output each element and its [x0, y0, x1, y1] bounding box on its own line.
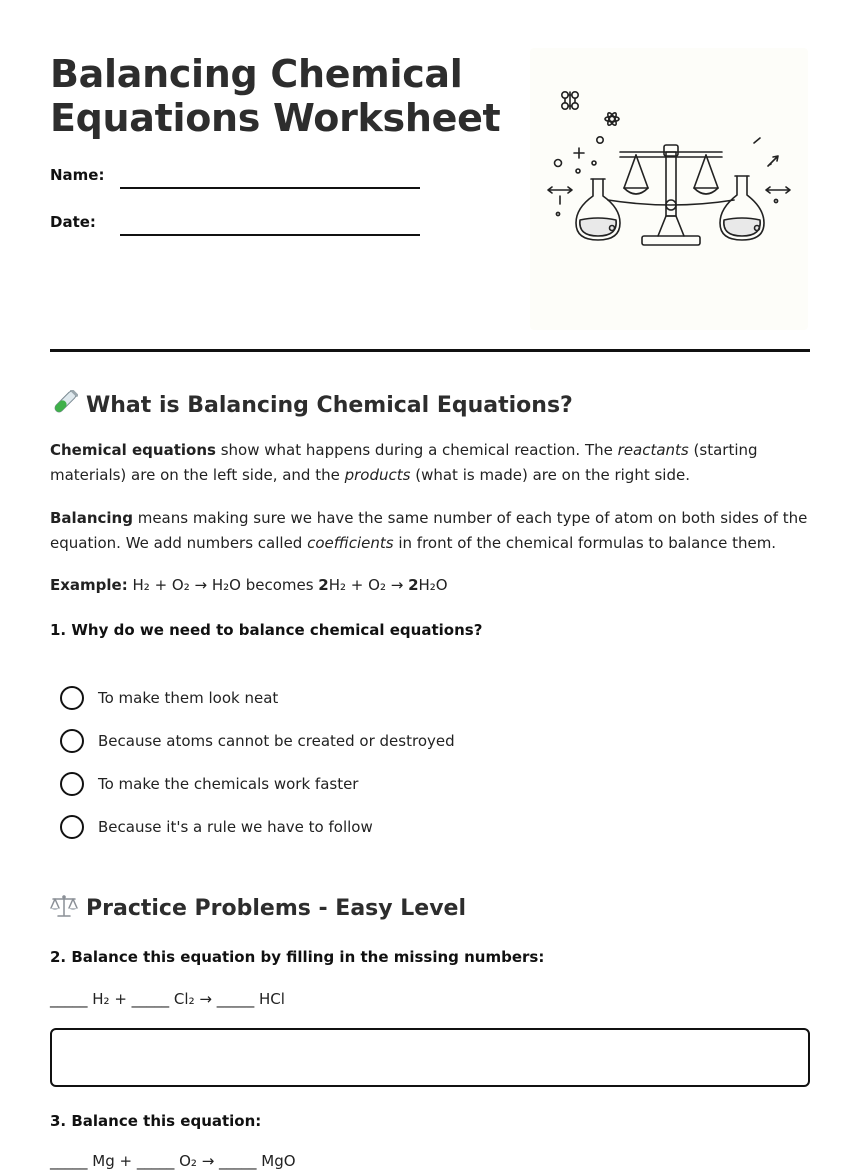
term-coefficients: coefficients	[307, 534, 394, 552]
question-3: 3. Balance this equation:	[50, 1112, 262, 1130]
answer-input-2[interactable]	[50, 1028, 810, 1087]
example-text: H₂ + O₂ → H₂O becomes	[127, 576, 319, 594]
example-coefficient: 2	[318, 576, 329, 594]
balance-scale-emoji-icon	[50, 893, 78, 919]
example-line	[50, 573, 810, 598]
example-text: H₂O	[418, 576, 448, 594]
equation-2: _____ H₂ + _____ Cl₂ → _____ HCl	[50, 990, 285, 1008]
option-3[interactable]	[60, 771, 358, 797]
option-1[interactable]	[60, 685, 278, 711]
equation-3: _____ Mg + _____ O₂ → _____ MgO	[50, 1152, 296, 1170]
section-heading-practice	[50, 893, 466, 921]
balance-scale-illustration	[530, 48, 808, 330]
radio-button[interactable]	[60, 772, 84, 796]
example-label: Example:	[50, 576, 128, 594]
option-label: Because it's a rule we have to follow	[98, 818, 373, 836]
section-heading-text: What is Balancing Chemical Equations?	[86, 393, 573, 418]
question-2: 2. Balance this equation by filling in the missing numbers:	[50, 948, 545, 966]
option-2[interactable]	[60, 728, 455, 754]
option-4[interactable]	[60, 814, 373, 840]
option-label: Because atoms cannot be created or destroyed	[98, 732, 455, 750]
radio-button[interactable]	[60, 686, 84, 710]
example-coefficient: 2	[408, 576, 419, 594]
radio-button[interactable]	[60, 729, 84, 753]
question-1: 1. Why do we need to balance chemical equations?	[50, 621, 483, 639]
intro-text: (starting materials) are on the left side, and the	[50, 441, 758, 484]
example-text: H₂ + O₂ →	[328, 576, 409, 594]
option-label: To make the chemicals work faster	[98, 775, 359, 793]
term-reactants: reactants	[617, 441, 689, 459]
option-label: To make them look neat	[98, 689, 279, 707]
term-products: products	[344, 466, 411, 484]
page-title: Balancing Chemical Equations Worksheet	[50, 52, 501, 140]
term-balancing: Balancing	[50, 509, 133, 527]
name-label: Name:	[50, 166, 105, 184]
intro-paragraph	[50, 438, 810, 488]
test-tube-icon	[50, 390, 78, 416]
intro-text: (what is made) are on the right side.	[410, 466, 690, 484]
balancing-text: in front of the chemical formulas to balance them.	[393, 534, 777, 552]
header-divider	[50, 349, 810, 352]
name-field[interactable]	[120, 187, 420, 189]
radio-button[interactable]	[60, 815, 84, 839]
intro-text: show what happens during a chemical reaction. The	[215, 441, 618, 459]
section-heading-text: Practice Problems - Easy Level	[86, 896, 467, 921]
term-chemical-equations: Chemical equations	[50, 441, 216, 459]
balancing-text: means making sure we have the same number of each type of atom on both sides of the equation. We add numbers called	[50, 509, 808, 552]
date-label: Date:	[50, 213, 96, 231]
date-field[interactable]	[120, 234, 420, 236]
balancing-paragraph	[50, 506, 810, 556]
section-heading-what-is	[50, 390, 573, 418]
balance-scale-icon	[530, 48, 808, 330]
